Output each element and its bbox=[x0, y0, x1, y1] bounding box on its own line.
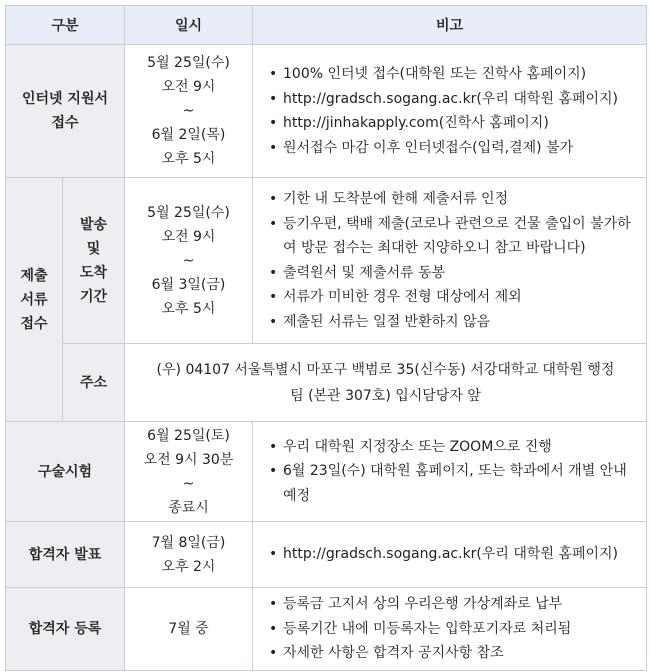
table-row-internet bbox=[6, 45, 647, 178]
date-line: 6월 3일(금) bbox=[151, 276, 226, 293]
list-item: • 서류가 미비한 경우 전형 대상에서 제외 bbox=[263, 285, 636, 310]
category-line: 서류 bbox=[20, 291, 48, 308]
subcategory-line: 발송 bbox=[79, 216, 108, 233]
list-item: • 우리 대학원 지정장소 또는 ZOOM으로 진행 bbox=[263, 435, 636, 460]
subcategory-line: 및 bbox=[86, 240, 101, 257]
subcategory-shipping bbox=[63, 178, 125, 344]
date-line: 5월 25일(수) bbox=[147, 55, 230, 71]
date-line: 종료시 bbox=[168, 499, 209, 516]
subcategory-line: 도착 bbox=[79, 264, 108, 281]
list-item: • 출력원서 및 제출서류 동봉 bbox=[263, 261, 636, 286]
list-item: • http://gradsch.sogang.ac.kr(우리 대학원 홈페이지) bbox=[263, 87, 636, 112]
header-row bbox=[6, 6, 647, 45]
table-row-address bbox=[6, 344, 647, 422]
table-row-shipping bbox=[6, 178, 647, 344]
list-item: • 제출된 서류는 일절 반환하지 않음 bbox=[263, 310, 636, 335]
date-line: 오전 9시 bbox=[161, 79, 216, 95]
notes-internet bbox=[253, 45, 647, 178]
table-row-announce bbox=[6, 522, 647, 588]
category-announce: 합격자 발표 bbox=[6, 522, 125, 588]
date-shipping bbox=[125, 178, 253, 344]
date-announce bbox=[125, 522, 253, 588]
date-line: 오후 5시 bbox=[161, 151, 216, 167]
category-documents bbox=[6, 178, 63, 422]
list-item: • 등기우편, 택배 제출(코로나 관련으로 건물 출입이 불가하여 방문 접수는 최대한 지양하오니 참고 바랍니다) bbox=[263, 212, 636, 261]
date-line: 6월 2일(목) bbox=[151, 127, 226, 143]
category-line: 접수 bbox=[20, 315, 48, 332]
date-line: 6월 25일(토) bbox=[147, 427, 230, 444]
list-item: • http://gradsch.sogang.ac.kr(우리 대학원 홈페이지) bbox=[263, 542, 636, 567]
category-line: 제출 bbox=[20, 267, 48, 284]
notes-shipping bbox=[253, 178, 647, 344]
date-line: ~ bbox=[182, 252, 195, 269]
address-text bbox=[125, 344, 647, 422]
date-line: 오전 9시 30분 bbox=[143, 451, 234, 468]
notes-register bbox=[253, 588, 647, 671]
header-category: 구분 bbox=[6, 6, 125, 45]
table-row-oral bbox=[6, 422, 647, 522]
list-item: • 등록기간 내에 미등록자는 입학포기자로 처리됨 bbox=[263, 617, 636, 642]
table-row-register bbox=[6, 588, 647, 671]
date-line: 5월 25일(수) bbox=[147, 204, 230, 221]
list-item: • 자세한 사항은 합격자 공지사항 참조 bbox=[263, 641, 636, 666]
date-line: 오후 2시 bbox=[161, 558, 216, 575]
date-line: ~ bbox=[182, 103, 195, 119]
list-item: • http://jinhakapply.com(진학사 홈페이지) bbox=[263, 111, 636, 136]
header-notes: 비고 bbox=[253, 6, 647, 45]
date-line: 오전 9시 bbox=[161, 228, 216, 245]
date-internet bbox=[125, 45, 253, 178]
date-register: 7월 중 bbox=[125, 588, 253, 671]
list-item: • 기한 내 도착분에 한해 제출서류 인정 bbox=[263, 187, 636, 212]
list-item: • 등록금 고지서 상의 우리은행 가상계좌로 납부 bbox=[263, 592, 636, 617]
address-line: (우) 04107 서울특별시 마포구 백범로 35(신수동) 서강대학교 대학원 행정 bbox=[156, 361, 615, 378]
category-register: 합격자 등록 bbox=[6, 588, 125, 671]
address-line: 팀 (본관 307호) 입시담당자 앞 bbox=[290, 387, 481, 404]
date-line: 7월 8일(금) bbox=[151, 534, 226, 551]
notes-announce bbox=[253, 522, 647, 588]
category-line: 접수 bbox=[51, 115, 79, 131]
subcategory-line: 기간 bbox=[79, 288, 108, 305]
header-date: 일시 bbox=[125, 6, 253, 45]
date-line: 오후 5시 bbox=[161, 300, 216, 317]
list-item: • 원서접수 마감 이후 인터넷접수(입력,결제) 불가 bbox=[263, 136, 636, 161]
list-item: • 6월 23일(수) 대학원 홈페이지, 또는 학과에서 개별 안내 예정 bbox=[263, 459, 636, 508]
list-item: • 100% 인터넷 접수(대학원 또는 진학사 홈페이지) bbox=[263, 62, 636, 87]
date-line: ~ bbox=[182, 475, 195, 492]
category-oral: 구술시험 bbox=[6, 422, 125, 522]
category-line: 인터넷 지원서 bbox=[21, 91, 109, 107]
category-internet bbox=[6, 45, 125, 178]
notes-oral bbox=[253, 422, 647, 522]
admission-schedule-table bbox=[5, 5, 647, 671]
subcategory-address: 주소 bbox=[63, 344, 125, 422]
date-oral bbox=[125, 422, 253, 522]
